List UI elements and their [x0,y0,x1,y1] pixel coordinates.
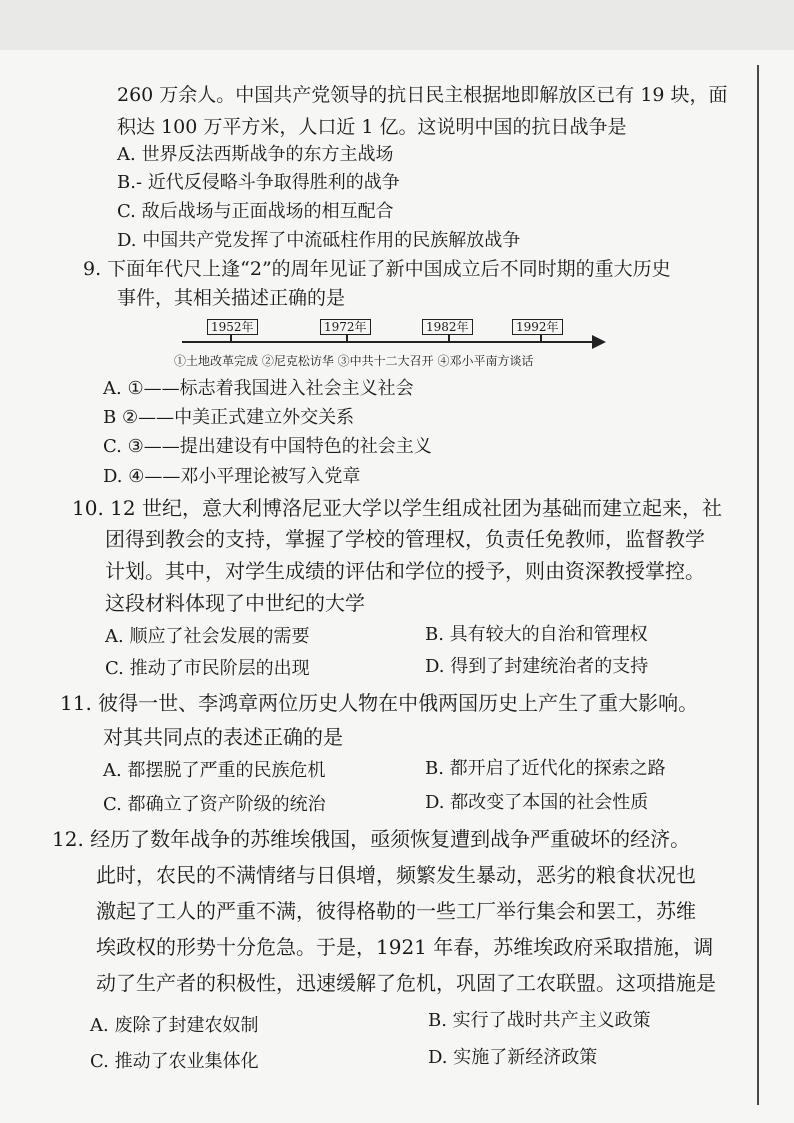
q9-option-d: D. ④——邓小平理论被写入党章 [103,466,361,487]
timeline-year-1952: 1952年 [207,319,258,335]
q8-option-c: C. 敌后战场与正面战场的相互配合 [117,201,394,222]
q10-option-d: D. 得到了封建统治者的支持 [425,656,649,677]
q12-stem-line4: 埃政权的形势十分危急。于是，1921 年春，苏维埃政府采取措施，调 [96,935,714,959]
timeline-tick [346,335,348,343]
q10-option-c: C. 推动了市民阶层的出现 [105,658,310,679]
q9-stem-line2: 事件，其相关描述正确的是 [117,287,346,309]
q11-option-a: A. 都摆脱了严重的民族危机 [103,760,326,781]
q8-option-d: D. 中国共产党发挥了中流砥柱作用的民族解放战争 [117,230,521,251]
q12-stem-line3: 激起了工人的严重不满，彼得格勒的一些工厂举行集会和罢工，苏维 [96,899,696,923]
timeline-year-1992: 1992年 [512,319,563,335]
q11-option-d: D. 都改变了本国的社会性质 [425,792,649,813]
q12-option-c: C. 推动了农业集体化 [90,1051,259,1072]
year-timeline [172,315,612,375]
timeline-year-1972: 1972年 [320,319,371,335]
q8-option-a: A. 世界反法西斯战争的东方主战场 [117,144,394,165]
timeline-arrow-icon [592,335,606,349]
margin-line [757,65,759,1105]
q8-stem-line2: 积达 100 万平方米，人口近 1 亿。这说明中国的抗日战争是 [117,116,627,138]
q12-stem-line5: 动了生产者的积极性，迅速缓解了危机，巩固了工农联盟。这项措施是 [96,971,716,995]
q10-stem-line3: 计划。其中，对学生成绩的评估和学位的授予，则由资深教授掌控。 [105,559,705,583]
timeline-tick [448,335,450,343]
timeline-axis [182,341,597,343]
q12-stem-line1: 12. 经历了数年战争的苏维埃俄国，亟须恢复遭到战争严重破坏的经济。 [52,827,691,851]
timeline-tick [540,335,542,343]
q8-stem-line1: 260 万余人。中国共产党领导的抗日民主根据地即解放区已有 19 块，面 [117,84,728,106]
q9-option-a: A. ①——标志着我国进入社会主义社会 [103,378,414,399]
timeline-tick [230,335,232,343]
q12-option-b: B. 实行了战时共产主义政策 [428,1010,651,1031]
q10-option-a: A. 顺应了社会发展的需要 [105,626,310,647]
top-background-band [0,0,794,50]
q12-option-a: A. 废除了封建农奴制 [90,1015,259,1036]
q12-stem-line2: 此时，农民的不满情绪与日俱增，频繁发生暴动，恶劣的粮食状况也 [96,863,696,887]
q10-stem-line1: 10. 12 世纪，意大利博洛尼亚大学以学生组成社团为基础而建立起来，社 [72,496,722,520]
timeline-year-1982: 1982年 [422,319,473,335]
q11-stem-line2: 对其共同点的表述正确的是 [103,725,343,749]
q11-stem-line1: 11. 彼得一世、李鸿章两位历史人物在中俄两国历史上产生了重大影响。 [60,691,699,715]
timeline-events: ①土地改革完成 ②尼克松访华 ③中共十二大召开 ④邓小平南方谈话 [174,354,534,368]
q11-option-b: B. 都开启了近代化的探索之路 [425,758,666,779]
q10-stem-line4: 这段材料体现了中世纪的大学 [105,591,365,615]
q12-option-d: D. 实施了新经济政策 [428,1047,598,1068]
q11-option-c: C. 都确立了资产阶级的统治 [103,794,326,815]
q10-option-b: B. 具有较大的自治和管理权 [425,624,648,645]
q9-option-b: B ②——中美正式建立外交关系 [103,407,355,428]
q9-stem-line1: 9. 下面年代尺上逢“2”的周年见证了新中国成立后不同时期的重大历史 [83,258,671,280]
q8-option-b: B.- 近代反侵略斗争取得胜利的战争 [117,172,400,193]
q10-stem-line2: 团得到教会的支持，掌握了学校的管理权，负责任免教师，监督教学 [105,527,705,551]
q9-option-c: C. ③——提出建设有中国特色的社会主义 [103,436,432,457]
